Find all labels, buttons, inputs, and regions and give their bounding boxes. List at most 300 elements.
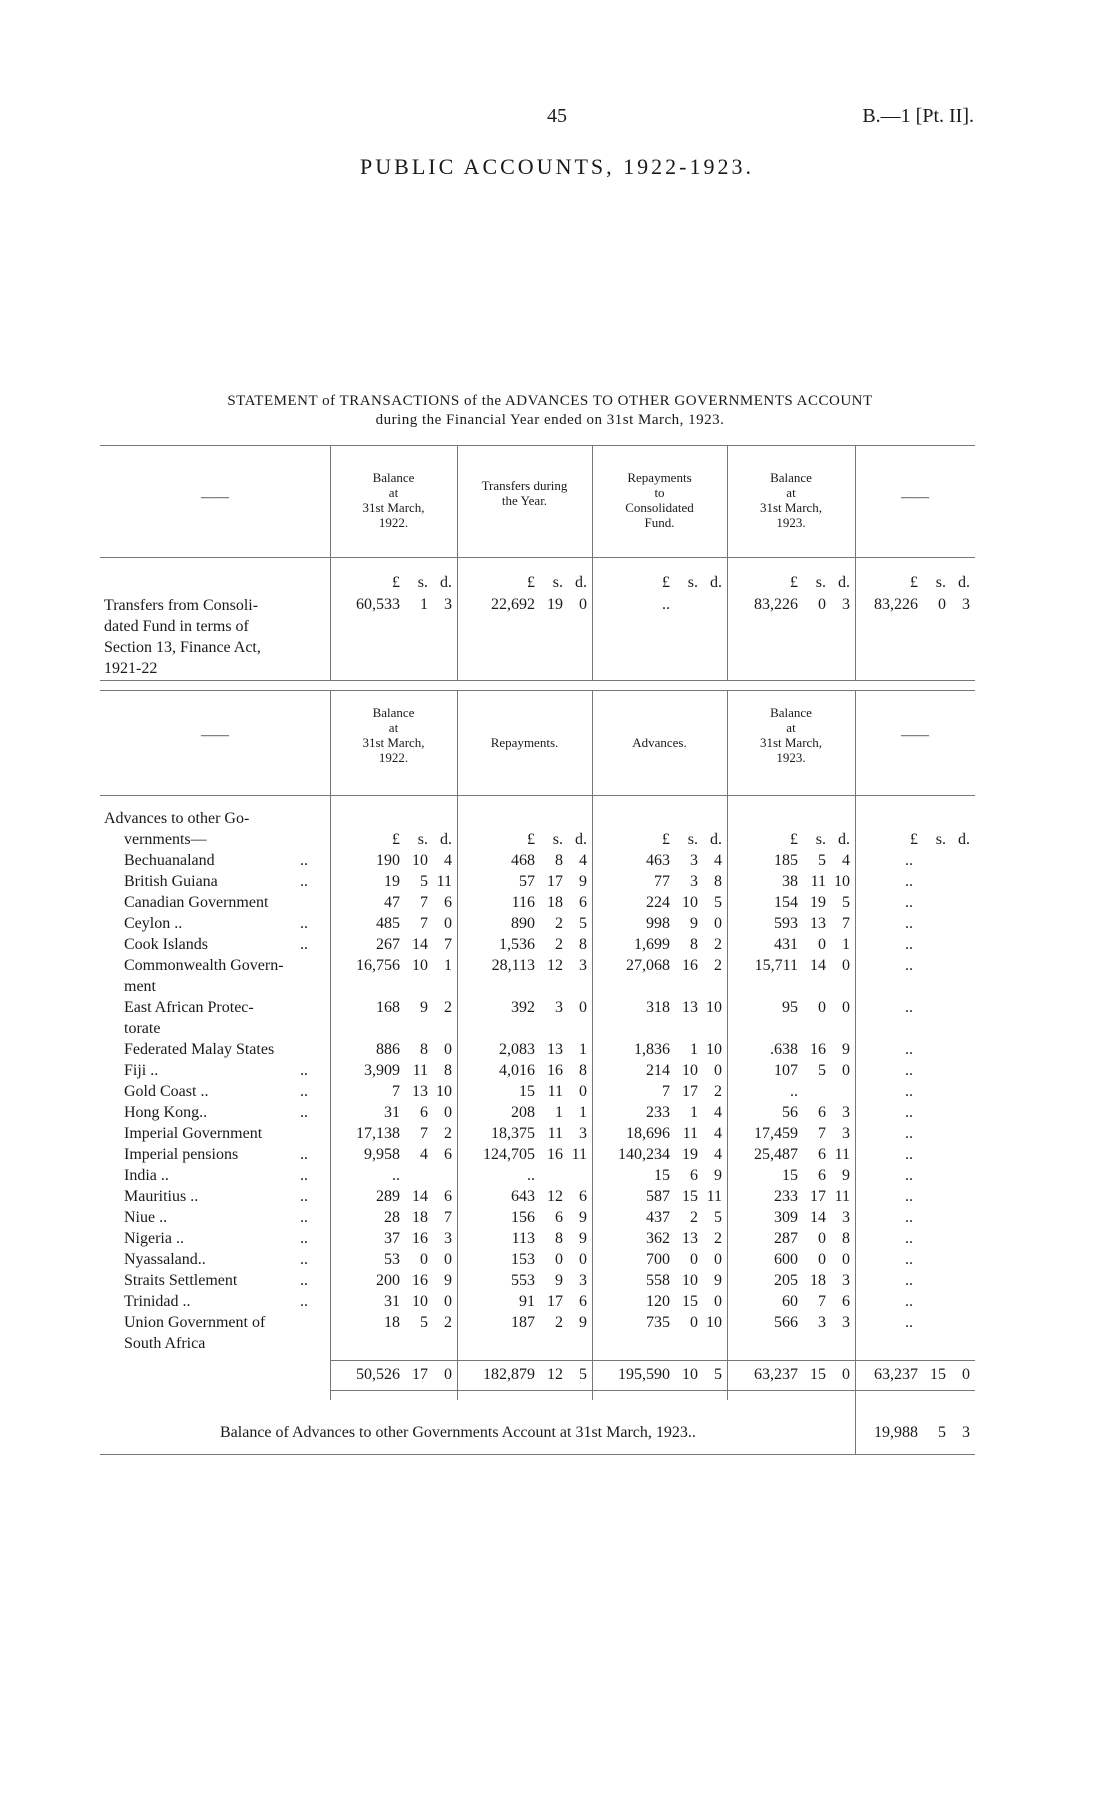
- amount-pounds: 185: [774, 852, 798, 869]
- amount-pence: 6: [842, 1293, 850, 1310]
- row-amount: [593, 1039, 724, 1060]
- row-last-col: ..: [905, 1104, 913, 1121]
- amount-shillings: s.: [815, 831, 826, 848]
- amount-pounds: 22,692: [491, 596, 535, 613]
- row-amount: [728, 1039, 852, 1060]
- amount-shillings: 1: [555, 1104, 563, 1121]
- amount-pence: 0: [842, 1251, 850, 1268]
- row-last-col: ..: [905, 1083, 913, 1100]
- row-amount: [458, 1270, 589, 1291]
- amount-pounds: 15: [654, 1167, 670, 1184]
- table1-col-header: [593, 470, 726, 530]
- amount-pence: 2: [444, 1314, 452, 1331]
- row-amount: [593, 997, 724, 1018]
- amount-shillings: 1: [690, 1041, 698, 1058]
- header-line: at: [786, 720, 796, 735]
- amount-pounds: 9,958: [364, 1146, 400, 1163]
- amount-pence: d.: [575, 831, 587, 848]
- amount-shillings: 3: [555, 999, 563, 1016]
- amount-pounds: 566: [774, 1314, 798, 1331]
- row-label-dots: ..: [300, 1062, 308, 1079]
- row-label-dots: ..: [300, 936, 308, 953]
- row-label: Straits Settlement: [124, 1272, 238, 1289]
- table1-value: [458, 594, 589, 615]
- amount-pounds: 17,459: [754, 1125, 798, 1142]
- row-label: Bechuanaland: [124, 852, 215, 869]
- amount-pence: 0: [444, 1293, 452, 1310]
- amount-pounds: 15,711: [754, 957, 798, 974]
- amount-pounds: 113: [511, 1230, 535, 1247]
- row-label-dots: ..: [300, 852, 308, 869]
- row-amount: [728, 1312, 852, 1333]
- header-line: Balance: [770, 705, 812, 720]
- amount-pounds: 83,226: [874, 596, 918, 613]
- amount-shillings: [535, 1165, 563, 1186]
- table1-stub-dash: ——: [201, 490, 229, 505]
- amount-pence: 6: [444, 894, 452, 911]
- row-last-col: ..: [905, 894, 913, 911]
- amount-pounds: 47: [384, 894, 400, 911]
- amount-pence: 6: [579, 1188, 587, 1205]
- row-amount: [331, 1270, 454, 1291]
- amount-shillings: 17: [547, 873, 563, 890]
- amount-pence: d.: [575, 574, 587, 591]
- header-line: 1922.: [378, 515, 409, 530]
- amount-pence: 9: [714, 1167, 722, 1184]
- row-label: Nigeria ..: [124, 1230, 184, 1247]
- amount-pounds: 17,138: [356, 1125, 400, 1142]
- row-amount: [728, 1165, 852, 1186]
- amount-pence: d.: [838, 831, 850, 848]
- amount-pence: 9: [579, 1314, 587, 1331]
- header-line: to: [654, 485, 665, 500]
- amount-pence: 0: [444, 1041, 452, 1058]
- row-amount: [458, 871, 589, 892]
- amount-pence: 2: [714, 957, 722, 974]
- amount-shillings: [798, 1081, 826, 1102]
- row-amount: [331, 1186, 454, 1207]
- row-amount: [458, 1291, 589, 1312]
- row-last-col: ..: [905, 1041, 913, 1058]
- amount-shillings: 13: [682, 1230, 698, 1247]
- row-label-dots: ..: [300, 1251, 308, 1268]
- amount-shillings: 4: [420, 1146, 428, 1163]
- row-amount: [728, 1270, 852, 1291]
- amount-pounds: £: [910, 831, 918, 848]
- row-amount: [331, 1102, 454, 1123]
- amount-shillings: 3: [690, 873, 698, 890]
- amount-shillings: 16: [412, 1230, 428, 1247]
- amount-pence: 11: [571, 1146, 587, 1163]
- amount-shillings: 7: [420, 894, 428, 911]
- amount-pounds: 890: [511, 915, 535, 932]
- amount-pounds: 886: [376, 1041, 400, 1058]
- amount-shillings: 13: [810, 915, 826, 932]
- amount-pounds: 168: [376, 999, 400, 1016]
- amount-pence: 5: [842, 894, 850, 911]
- table1-top-rule: [100, 445, 975, 446]
- amount-shillings: 0: [690, 1314, 698, 1331]
- row-amount: [331, 1312, 454, 1333]
- row-amount: [331, 1081, 454, 1102]
- row-label: Imperial Government: [124, 1125, 263, 1142]
- amount-pence: 10: [436, 1083, 452, 1100]
- statement-line-1: STATEMENT of TRANSACTIONS of the ADVANCES TO OTHER GOVERNMENTS ACCOUNT: [227, 393, 873, 409]
- row-last-col: ..: [905, 1167, 913, 1184]
- amount-pence: 6: [444, 1146, 452, 1163]
- amount-pence: 8: [714, 873, 722, 890]
- amount-pence: 3: [842, 1314, 850, 1331]
- row-amount: [458, 955, 589, 976]
- total-amount: [593, 1364, 724, 1385]
- amount-pounds: 95: [782, 999, 798, 1016]
- amount-pounds: £: [662, 831, 670, 848]
- header-line: at: [388, 720, 399, 735]
- amount-pence: 3: [579, 957, 587, 974]
- row-amount: [331, 1228, 454, 1249]
- column-divider: [855, 691, 856, 1400]
- row-label-dots: ..: [300, 1272, 308, 1289]
- amount-pence: 2: [714, 1083, 722, 1100]
- amount-pence: 1: [444, 957, 452, 974]
- amount-pounds: ..: [527, 1167, 535, 1184]
- row-amount: [458, 1207, 589, 1228]
- amount-shillings: 10: [682, 1272, 698, 1289]
- page-title: PUBLIC ACCOUNTS, 1922-1923.: [360, 154, 754, 179]
- row-amount: [728, 1249, 852, 1270]
- amount-pence: 1: [842, 936, 850, 953]
- amount-shillings: 14: [810, 1209, 826, 1226]
- section-label: vernments—: [124, 831, 207, 848]
- amount-pounds: 60,533: [356, 596, 400, 613]
- row-last-col: ..: [905, 1251, 913, 1268]
- row-label: Nyassaland..: [124, 1251, 206, 1268]
- row-label: East African Protec-: [124, 999, 254, 1016]
- amount-shillings: 12: [547, 1188, 563, 1205]
- row-amount: [593, 1060, 724, 1081]
- amount-pence: d.: [958, 574, 970, 591]
- row-amount: [331, 1291, 454, 1312]
- amount-shillings: 3: [690, 852, 698, 869]
- amount-pounds: 485: [376, 915, 400, 932]
- amount-pounds: 200: [376, 1272, 400, 1289]
- amount-pounds: 431: [774, 936, 798, 953]
- amount-pence: 4: [714, 1125, 722, 1142]
- amount-pence: d.: [440, 574, 452, 591]
- amount-shillings: 10: [682, 1366, 698, 1383]
- amount-pence: 3: [842, 596, 850, 613]
- amount-pounds: £: [662, 574, 670, 591]
- header-line: Balance: [372, 470, 415, 485]
- amount-pounds: 16,756: [356, 957, 400, 974]
- row-label: Mauritius ..: [124, 1188, 199, 1205]
- amount-shillings: 16: [547, 1062, 563, 1079]
- amount-pence: [826, 1081, 850, 1102]
- header-line: 1923.: [776, 515, 806, 530]
- amount-pence: 0: [714, 1293, 722, 1310]
- table1-value: [856, 594, 972, 615]
- amount-pounds: 468: [511, 852, 535, 869]
- amount-pounds: 156: [511, 1209, 535, 1226]
- row-amount: [593, 1081, 724, 1102]
- amount-pence: 3: [842, 1104, 850, 1121]
- row-last-col: ..: [905, 1230, 913, 1247]
- amount-pounds: 318: [646, 999, 670, 1016]
- amount-shillings: [670, 594, 698, 615]
- amount-pence: 10: [834, 873, 850, 890]
- amount-shillings: 6: [818, 1104, 826, 1121]
- amount-pence: 10: [706, 1314, 722, 1331]
- row-amount: [728, 934, 852, 955]
- row-label-dots: ..: [300, 915, 308, 932]
- amount-shillings: 1: [690, 1104, 698, 1121]
- row-label: Cook Islands: [124, 936, 208, 953]
- amount-pence: 3: [444, 596, 452, 613]
- amount-pence: 0: [714, 1251, 722, 1268]
- amount-pence: 2: [714, 1230, 722, 1247]
- row-amount: [728, 1291, 852, 1312]
- amount-pounds: 600: [774, 1251, 798, 1268]
- table2-col-header: [331, 705, 456, 765]
- amount-pence: 10: [706, 999, 722, 1016]
- amount-pounds: 50,526: [356, 1366, 400, 1383]
- amount-pence: 6: [444, 1188, 452, 1205]
- amount-shillings: s.: [935, 574, 946, 591]
- section-label: Advances to other Go-: [104, 810, 250, 827]
- amount-pounds: ..: [790, 1083, 798, 1100]
- row-last-col: ..: [905, 873, 913, 890]
- amount-shillings: 5: [818, 1062, 826, 1079]
- amount-shillings: 14: [810, 957, 826, 974]
- amount-shillings: 13: [682, 999, 698, 1016]
- amount-pence: d.: [838, 574, 850, 591]
- row-label: Federated Malay States: [124, 1041, 275, 1058]
- amount-pence: d.: [440, 831, 452, 848]
- amount-pence: 9: [444, 1272, 452, 1289]
- page-number: 45: [547, 105, 567, 127]
- header-line: at: [786, 485, 796, 500]
- amount-shillings: 6: [818, 1167, 826, 1184]
- row-amount: [458, 1102, 589, 1123]
- amount-pence: 5: [579, 915, 587, 932]
- amount-pence: d.: [710, 574, 722, 591]
- row-amount: [593, 1123, 724, 1144]
- table1-col-header: [331, 470, 456, 530]
- header-line: Balance: [372, 705, 415, 720]
- table1-row-label: Transfers from Consoli-: [104, 597, 259, 614]
- row-last-col: ..: [905, 936, 913, 953]
- table1-units-row: [593, 572, 724, 593]
- header-line: Consolidated: [625, 500, 694, 515]
- amount-pence: d.: [710, 831, 722, 848]
- row-label-dots: ..: [300, 1188, 308, 1205]
- amount-shillings: 0: [818, 936, 826, 953]
- table1-units-row: [458, 572, 589, 593]
- table1-last-dash: ——: [901, 490, 929, 505]
- amount-pounds: 593: [774, 915, 798, 932]
- amount-shillings: 10: [682, 1062, 698, 1079]
- amount-pounds: 120: [646, 1293, 670, 1310]
- row-amount: [331, 955, 454, 976]
- amount-pounds: 7: [392, 1083, 400, 1100]
- amount-pence: 8: [579, 1062, 587, 1079]
- row-amount: [593, 934, 724, 955]
- amount-shillings: 16: [810, 1041, 826, 1058]
- amount-pounds: 18,375: [491, 1125, 535, 1142]
- amount-shillings: 11: [547, 1125, 563, 1142]
- amount-shillings: 5: [938, 1424, 946, 1441]
- row-amount: [728, 850, 852, 871]
- row-label-dots: ..: [300, 1167, 308, 1184]
- amount-pounds: 437: [646, 1209, 670, 1226]
- row-amount: [593, 1249, 724, 1270]
- row-amount: [331, 1060, 454, 1081]
- amount-pounds: 19,988: [874, 1424, 918, 1441]
- amount-pence: 4: [842, 852, 850, 869]
- amount-shillings: 8: [555, 1230, 563, 1247]
- amount-shillings: 7: [818, 1293, 826, 1310]
- amount-shillings: 10: [412, 852, 428, 869]
- row-amount: [458, 1249, 589, 1270]
- row-amount: [458, 1081, 589, 1102]
- amount-pence: 0: [842, 957, 850, 974]
- row-label: Commonwealth Govern-: [124, 957, 284, 974]
- amount-pence: 9: [579, 1209, 587, 1226]
- amount-shillings: 15: [682, 1188, 698, 1205]
- amount-pounds: 182,879: [483, 1366, 535, 1383]
- amount-pounds: 60: [782, 1293, 798, 1310]
- row-last-col: ..: [905, 1314, 913, 1331]
- amount-shillings: 0: [818, 1251, 826, 1268]
- amount-shillings: 0: [818, 999, 826, 1016]
- amount-pence: 6: [579, 894, 587, 911]
- amount-shillings: 0: [690, 1251, 698, 1268]
- header-line: 1922.: [378, 750, 409, 765]
- amount-shillings: 10: [412, 1293, 428, 1310]
- amount-pounds: 28,113: [491, 957, 535, 974]
- row-amount: [458, 1144, 589, 1165]
- amount-pounds: 362: [646, 1230, 670, 1247]
- amount-pence: 3: [842, 1125, 850, 1142]
- row-amount: [331, 997, 454, 1018]
- amount-pounds: 587: [646, 1188, 670, 1205]
- amount-pence: 2: [714, 936, 722, 953]
- amount-shillings: 3: [818, 1314, 826, 1331]
- amount-pence: 7: [444, 1209, 452, 1226]
- row-amount: [728, 1186, 852, 1207]
- table1-row-label: 1921-22: [104, 660, 158, 677]
- amount-pence: 3: [842, 1272, 850, 1289]
- amount-shillings: 19: [547, 596, 563, 613]
- amount-pence: 4: [714, 1104, 722, 1121]
- row-last-col: ..: [905, 1293, 913, 1310]
- amount-pence: 1: [579, 1104, 587, 1121]
- amount-shillings: 10: [412, 957, 428, 974]
- amount-pence: 0: [579, 596, 587, 613]
- amount-pounds: 998: [646, 915, 670, 932]
- row-amount: [331, 913, 454, 934]
- amount-shillings: 10: [682, 894, 698, 911]
- row-amount: [331, 1249, 454, 1270]
- row-amount: [458, 913, 589, 934]
- header-line: Repayments: [627, 470, 692, 485]
- row-amount: [458, 1312, 589, 1333]
- amount-shillings: 15: [682, 1293, 698, 1310]
- amount-pounds: 233: [774, 1188, 798, 1205]
- row-amount: [458, 1186, 589, 1207]
- amount-pounds: 107: [774, 1062, 798, 1079]
- amount-pence: 0: [962, 1366, 970, 1383]
- amount-shillings: 14: [412, 1188, 428, 1205]
- row-amount: [331, 871, 454, 892]
- amount-shillings: 17: [547, 1293, 563, 1310]
- amount-shillings: 19: [682, 1146, 698, 1163]
- amount-pence: 11: [834, 1146, 850, 1163]
- row-amount: [458, 934, 589, 955]
- amount-shillings: 2: [555, 936, 563, 953]
- amount-pounds: £: [392, 831, 400, 848]
- totals-rule: [331, 1360, 975, 1361]
- row-amount: [728, 1144, 852, 1165]
- row-label-dots: ..: [300, 1146, 308, 1163]
- table2-units-row: [331, 829, 454, 850]
- amount-shillings: 18: [547, 894, 563, 911]
- amount-pounds: 154: [774, 894, 798, 911]
- amount-pence: 0: [714, 1062, 722, 1079]
- table2-last-dash: ——: [901, 728, 929, 743]
- row-amount: [728, 871, 852, 892]
- amount-pence: 4: [444, 852, 452, 869]
- amount-pence: 7: [444, 936, 452, 953]
- header-line: 31st March,: [362, 500, 425, 515]
- amount-pounds: 56: [782, 1104, 798, 1121]
- amount-pounds: 3,909: [364, 1062, 400, 1079]
- amount-shillings: 0: [555, 1251, 563, 1268]
- amount-pounds: 700: [646, 1251, 670, 1268]
- amount-shillings: 9: [555, 1272, 563, 1289]
- row-last-col: ..: [905, 957, 913, 974]
- table1-value: [331, 594, 454, 615]
- row-amount: [728, 1228, 852, 1249]
- amount-shillings: 16: [682, 957, 698, 974]
- header-line: 1923.: [776, 750, 806, 765]
- table2-units-row: [856, 829, 972, 850]
- header-line: Balance: [770, 470, 812, 485]
- amount-shillings: 19: [810, 894, 826, 911]
- amount-shillings: 17: [412, 1366, 428, 1383]
- amount-pence: 5: [714, 1366, 722, 1383]
- header-line: 31st March,: [759, 735, 823, 750]
- row-label: Gold Coast ..: [124, 1083, 209, 1100]
- amount-shillings: s.: [417, 574, 428, 591]
- table2-col-header: [458, 735, 591, 750]
- amount-pounds: 1,699: [634, 936, 670, 953]
- row-amount: [458, 997, 589, 1018]
- row-amount: [331, 1207, 454, 1228]
- total-amount: [458, 1364, 589, 1385]
- amount-pence: 1: [579, 1041, 587, 1058]
- row-amount: [331, 1144, 454, 1165]
- amount-pence: 0: [579, 1083, 587, 1100]
- amount-pounds: 463: [646, 852, 670, 869]
- amount-pounds: 83,226: [754, 596, 798, 613]
- row-label: Union Government of: [124, 1314, 266, 1331]
- amount-pence: 0: [579, 999, 587, 1016]
- row-last-col: ..: [905, 915, 913, 932]
- row-amount: [593, 913, 724, 934]
- amount-pounds: 116: [511, 894, 535, 911]
- amount-pence: 2: [444, 1125, 452, 1142]
